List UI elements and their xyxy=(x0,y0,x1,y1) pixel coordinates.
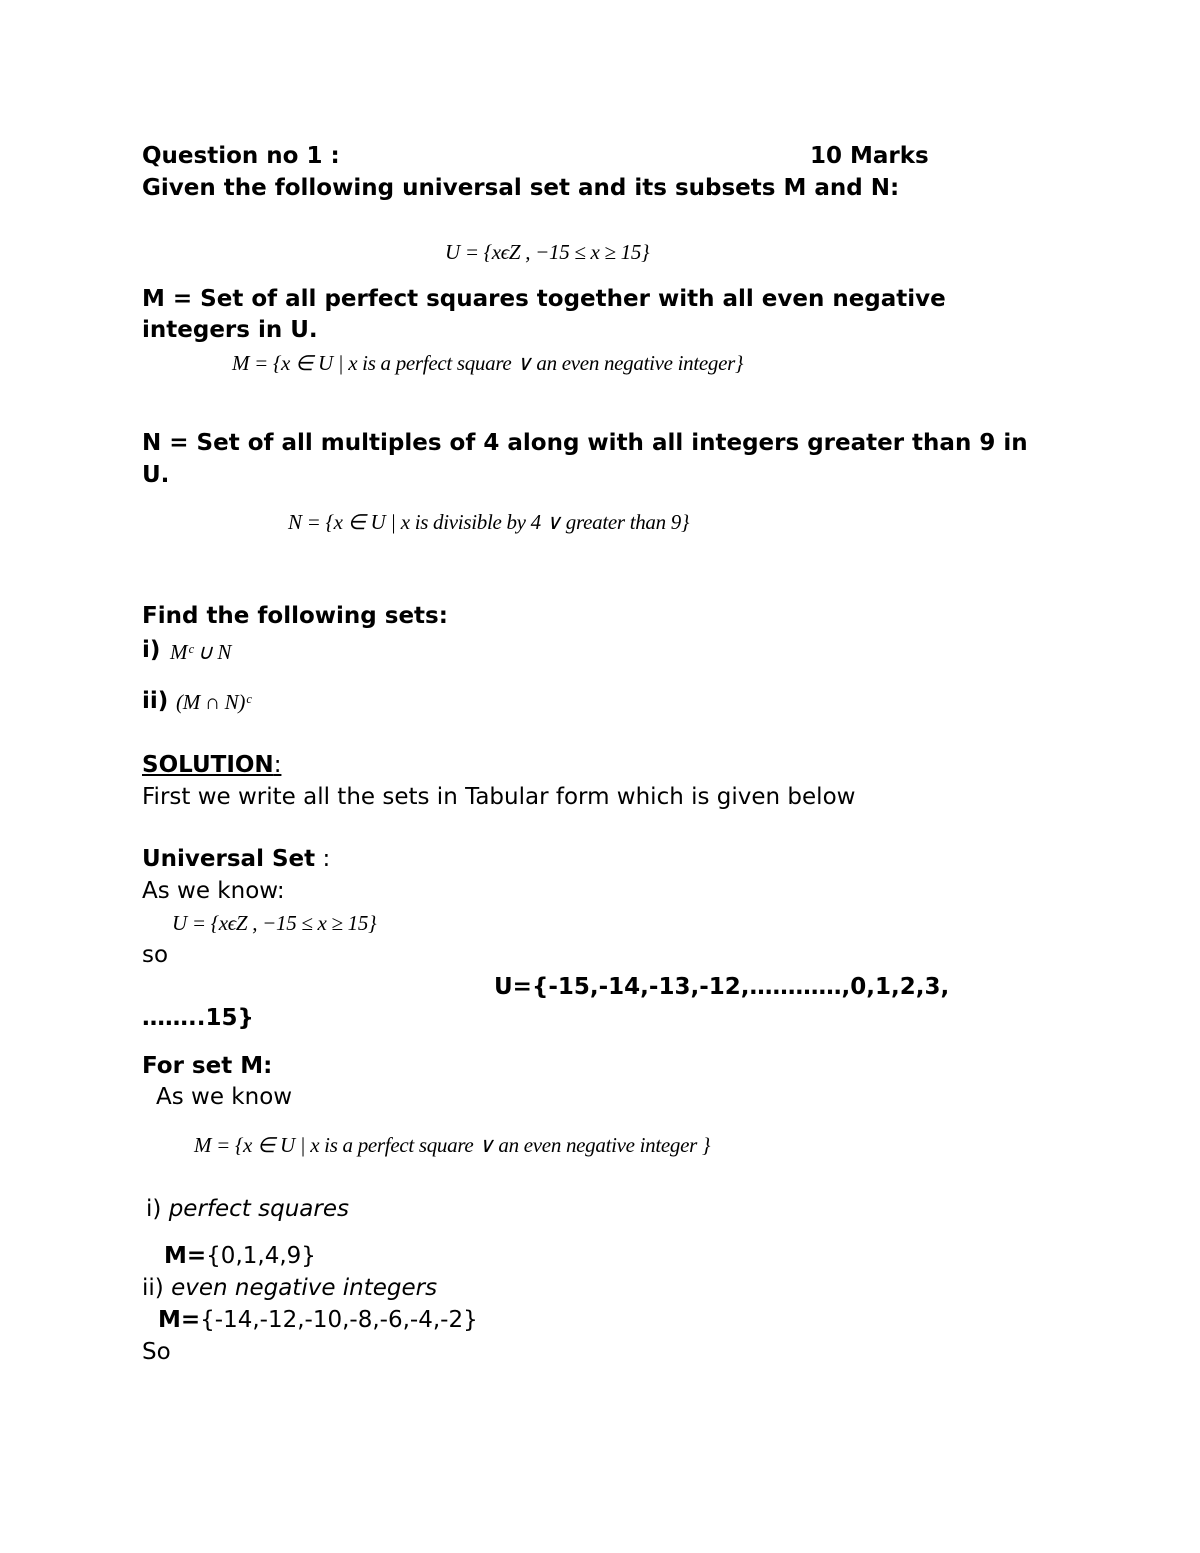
so-line: so xyxy=(142,942,169,968)
question-title: Question no 1 : xyxy=(142,143,340,169)
solution-heading xyxy=(142,750,281,780)
universal-set-heading-colon: : xyxy=(315,846,331,872)
set-m-definition-line2: integers in U. xyxy=(142,317,318,343)
perfect-squares-set xyxy=(164,1241,316,1271)
part-2 xyxy=(142,686,168,716)
universal-tabular-line2: ……..15} xyxy=(142,1005,254,1031)
even-negatives-values: {-14,-12,-10,-8,-6,-4,-2} xyxy=(200,1307,478,1333)
even-negatives-label: ii) xyxy=(142,1275,172,1301)
set-n-formula: N = {x ∈ U | x is divisible by 4 ∨ greater than 9} xyxy=(288,510,690,534)
even-negatives-prefix: M= xyxy=(158,1307,201,1333)
part-2-label: ii) xyxy=(142,688,169,714)
part-1-label: i) xyxy=(142,637,161,663)
part-2-formula: (M ∩ N)ᶜ xyxy=(176,690,251,714)
question-marks: 10 Marks xyxy=(810,143,929,169)
set-n-definition-line1: N = Set of all multiples of 4 along with all integers greater than 9 in xyxy=(142,430,1028,456)
perfect-squares-label: i) xyxy=(146,1196,169,1222)
so-final-line: So xyxy=(142,1339,171,1365)
universal-set-heading xyxy=(142,844,330,874)
question-intro: Given the following universal set and its subsets M and N: xyxy=(142,175,900,201)
perfect-squares-prefix: M= xyxy=(164,1243,207,1269)
universal-set-heading-text: Universal Set xyxy=(142,846,316,872)
universal-set-formula: U = {xϵZ , −15 ≤ x ≥ 15} xyxy=(445,240,650,264)
perfect-squares-line xyxy=(146,1194,349,1224)
as-we-know-line: As we know: xyxy=(142,878,285,904)
perfect-squares-values: {0,1,4,9} xyxy=(206,1243,316,1269)
perfect-squares-text: perfect squares xyxy=(168,1196,349,1222)
part-1 xyxy=(142,635,160,665)
set-n-definition-line2: U. xyxy=(142,462,170,488)
as-we-know-line-2: As we know xyxy=(156,1084,293,1110)
even-negatives-set xyxy=(158,1305,478,1335)
set-m-heading: For set M: xyxy=(142,1053,273,1079)
even-negatives-text: even negative integers xyxy=(171,1275,438,1301)
set-m-formula: M = {x ∈ U | x is a perfect square ∨ an even negative integer} xyxy=(232,351,744,375)
solution-m-formula: M = {x ∈ U | x is a perfect square ∨ an even negative integer } xyxy=(194,1133,711,1157)
part-1-formula: Mᶜ ∪ N xyxy=(170,640,232,664)
set-m-definition-line1: M = Set of all perfect squares together with all even negative xyxy=(142,286,946,312)
solution-universal-formula: U = {xϵZ , −15 ≤ x ≥ 15} xyxy=(172,911,377,935)
solution-intro: First we write all the sets in Tabular form which is given below xyxy=(142,784,856,810)
even-negatives-line xyxy=(142,1273,437,1303)
find-heading: Find the following sets: xyxy=(142,603,448,629)
universal-tabular-line1: U={-15,-14,-13,-12,…………,0,1,2,3, xyxy=(494,974,950,1000)
solution-heading-colon: : xyxy=(273,752,282,778)
solution-heading-text: SOLUTION xyxy=(142,752,274,778)
